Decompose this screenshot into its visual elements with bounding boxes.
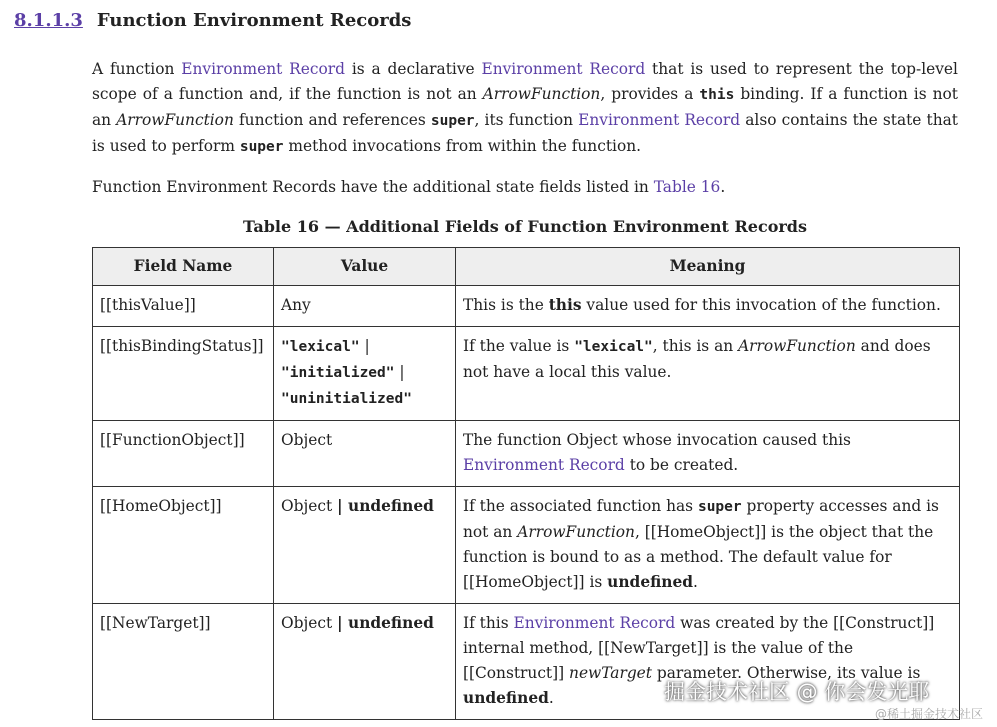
text: , its function xyxy=(474,111,579,129)
fields-table xyxy=(92,247,960,720)
text: Object xyxy=(281,497,338,515)
undefined-keyword: undefined xyxy=(607,573,694,591)
text: , provides a xyxy=(600,85,700,103)
intro-paragraph xyxy=(92,57,958,160)
text: to be created. xyxy=(624,456,739,474)
watermark-subtext: @稀土掘金技术社区 xyxy=(875,707,984,721)
value-cell xyxy=(274,487,456,604)
header-meaning: Meaning xyxy=(456,248,960,286)
meaning-cell xyxy=(456,421,960,487)
text: Object xyxy=(281,614,338,632)
field-name-cell: [[FunctionObject]] xyxy=(93,421,274,487)
field-name-cell: [[thisBindingStatus]] xyxy=(93,327,274,421)
text: If this xyxy=(463,614,514,632)
arrow-function-term: ArrowFunction xyxy=(116,111,234,129)
table-row xyxy=(93,327,960,421)
environment-record-link[interactable]: Environment Record xyxy=(481,60,646,78)
separator: | xyxy=(364,337,370,355)
text: , this is an xyxy=(652,337,739,355)
code-this: this xyxy=(699,87,735,103)
text: is a declarative xyxy=(344,60,482,78)
watermark-text: 掘金技术社区 @ 你会发光耶 xyxy=(664,680,930,704)
undefined-keyword: | undefined xyxy=(337,614,434,632)
value-lexical: "lexical" xyxy=(281,339,360,355)
field-name-cell: [[thisValue]] xyxy=(93,286,274,327)
text: If the value is xyxy=(463,337,575,355)
text: A function xyxy=(92,60,182,78)
environment-record-link[interactable]: Environment Record xyxy=(463,456,625,474)
text: function and references xyxy=(233,111,431,129)
new-target-term: newTarget xyxy=(569,664,652,682)
value-cell: Any xyxy=(274,286,456,327)
text: . xyxy=(720,178,726,196)
arrow-function-term: ArrowFunction xyxy=(517,523,635,541)
text: and does not have a local this value. xyxy=(463,337,931,381)
undefined-keyword: undefined xyxy=(463,689,549,707)
meaning-cell xyxy=(456,286,960,327)
text: The function Object whose invocation caused this xyxy=(463,431,851,449)
text: parameter. Otherwise, its value is xyxy=(651,664,921,682)
text: was created by the [[Construct]] internal method, [[NewTarget]] is the value of the [[Construct]] xyxy=(463,614,935,682)
code-lexical: "lexical" xyxy=(574,339,653,355)
table-header-row xyxy=(93,248,960,286)
meaning-cell xyxy=(456,327,960,421)
text: also contains the state that is used to perform xyxy=(92,111,958,155)
value-cell xyxy=(274,327,456,421)
field-name-cell: [[HomeObject]] xyxy=(93,487,274,604)
value-initialized: "initialized" xyxy=(281,365,395,381)
section-heading xyxy=(14,10,411,31)
text: Function Environment Records have the additional state fields listed in xyxy=(92,178,654,196)
code-super: super xyxy=(239,139,284,155)
header-field-name: Field Name xyxy=(93,248,274,286)
text: property accesses and is not an xyxy=(463,497,939,541)
table-caption: Table 16 — Additional Fields of Function Environment Records xyxy=(243,217,807,236)
code-super: super xyxy=(430,113,475,129)
section-number-link[interactable]: 8.1.1.3 xyxy=(14,10,83,31)
value-uninitialized: "uninitialized" xyxy=(281,391,412,407)
text: binding. If a function is not an xyxy=(92,85,958,129)
text: value used for this invocation of the function. xyxy=(581,296,941,314)
undefined-keyword: | undefined xyxy=(337,497,434,515)
text: This is the xyxy=(463,296,549,314)
arrow-function-term: ArrowFunction xyxy=(482,85,601,103)
table-row xyxy=(93,487,960,604)
text: . xyxy=(693,573,698,591)
section-title: Function Environment Records xyxy=(96,10,412,31)
environment-record-link[interactable]: Environment Record xyxy=(181,60,345,78)
table-16-link[interactable]: Table 16 xyxy=(653,178,721,196)
text: method invocations from within the function. xyxy=(283,137,642,155)
text: If the associated function has xyxy=(463,497,698,515)
text: . xyxy=(548,689,554,707)
text: , [[HomeObject]] is the object that the function is bound to as a method. The default value for [[HomeObject]] is xyxy=(463,523,934,591)
this-keyword: this xyxy=(548,296,582,314)
code-super: super xyxy=(697,499,742,515)
fields-paragraph xyxy=(92,175,958,200)
text: that is used to represent the top-level scope of a function and, if the function is not an xyxy=(92,60,958,103)
value-cell: Object xyxy=(274,421,456,487)
meaning-cell xyxy=(456,487,960,604)
field-name-cell: [[NewTarget]] xyxy=(93,604,274,720)
arrow-function-term: ArrowFunction xyxy=(738,337,856,355)
environment-record-link[interactable]: Environment Record xyxy=(513,614,676,632)
value-cell xyxy=(274,604,456,720)
table-row xyxy=(93,286,960,327)
header-value: Value xyxy=(274,248,456,286)
separator: | xyxy=(399,363,405,381)
table-row xyxy=(93,421,960,487)
environment-record-link[interactable]: Environment Record xyxy=(578,111,741,129)
